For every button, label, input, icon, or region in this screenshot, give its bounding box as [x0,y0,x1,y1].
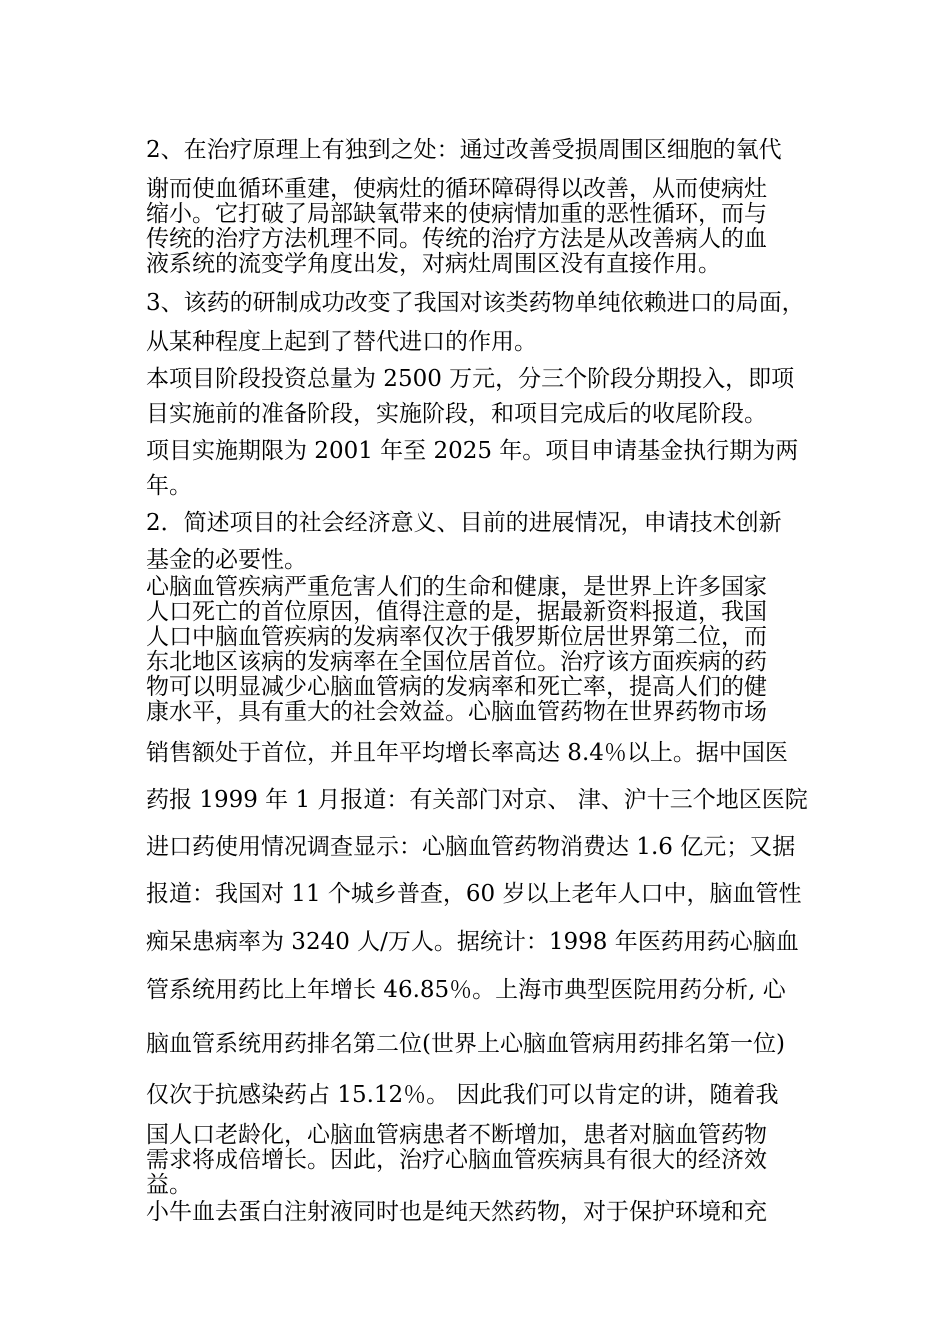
text-line: 人口中脑血管疾病的发病率仅次于俄罗斯位居世界第二位，而 [146,624,767,650]
text-line: 小牛血去蛋白注射液同时也是纯天然药物，对于保护环境和充 [146,1199,767,1225]
text-line: 本项目阶段投资总量为 2500 万元，分三个阶段分期投入，即项 [146,366,795,392]
text-line: 液系统的流变学角度出发，对病灶周围区没有直接作用。 [146,251,721,277]
text-line: 年。 [146,473,192,499]
text-line: 从某种程度上起到了替代进口的作用。 [146,329,537,355]
text-line: 药报 1999 年 1 月报道：有关部门对京、 津、沪十三个地区医院 [146,787,808,813]
text-line: 项目实施期限为 2001 年至 2025 年。项目申请基金执行期为两 [146,438,799,464]
text-line: 脑血管系统用药排名第二位(世界上心脑血管病用药排名第一位) [146,1031,785,1057]
text-line: 目实施前的准备阶段，实施阶段，和项目完成后的收尾阶段。 [146,401,767,427]
text-line: 销售额处于首位，并且年平均增长率高达 8.4％以上。据中国医 [146,740,788,766]
text-line: 2、在治疗原理上有独到之处：通过改善受损周围区细胞的氧代 [146,137,782,163]
text-line: 心脑血管疾病严重危害人们的生命和健康，是世界上许多国家 [146,574,767,600]
text-line: 国人口老龄化，心脑血管病患者不断增加，患者对脑血管药物 [146,1122,767,1148]
text-line: 痴呆患病率为 3240 人/万人。据统计：1998 年医药用药心脑血 [146,929,799,955]
text-line: 进口药使用情况调查显示：心脑血管药物消费达 1.6 亿元；又据 [146,834,796,860]
text-line: 报道：我国对 11 个城乡普查，60 岁以上老年人口中，脑血管性 [146,881,802,907]
text-line: 传统的治疗方法机理不同。传统的治疗方法是从改善病人的血 [146,226,767,252]
text-line: 基金的必要性。 [146,547,307,573]
text-line: 仅次于抗感染药占 15.12％。 因此我们可以肯定的讲，随着我 [146,1082,779,1108]
text-line: 2．简述项目的社会经济意义、目前的进展情况，申请技术创新 [146,510,782,536]
text-line: 人口死亡的首位原因，值得注意的是，据最新资料报道，我国 [146,599,767,625]
text-line: 需求将成倍增长。因此，治疗心脑血管疾病具有很大的经济效 [146,1147,767,1173]
text-line: 益。 [146,1172,192,1198]
text-line: 东北地区该病的发病率在全国位居首位。治疗该方面疾病的药 [146,649,767,675]
text-line: 3、该药的研制成功改变了我国对该类药物单纯依赖进口的局面， [146,290,805,316]
text-line: 谢而使血循环重建，使病灶的循环障碍得以改善，从而使病灶 [146,176,767,202]
text-line: 康水平，具有重大的社会效益。心脑血管药物在世界药物市场 [146,699,767,725]
text-line: 缩小。它打破了局部缺氧带来的使病情加重的恶性循环，而与 [146,201,767,227]
text-line: 物可以明显减少心脑血管病的发病率和死亡率，提高人们的健 [146,674,767,700]
text-line: 管系统用药比上年增长 46.85％。上海市典型医院用药分析, 心 [146,977,786,1003]
